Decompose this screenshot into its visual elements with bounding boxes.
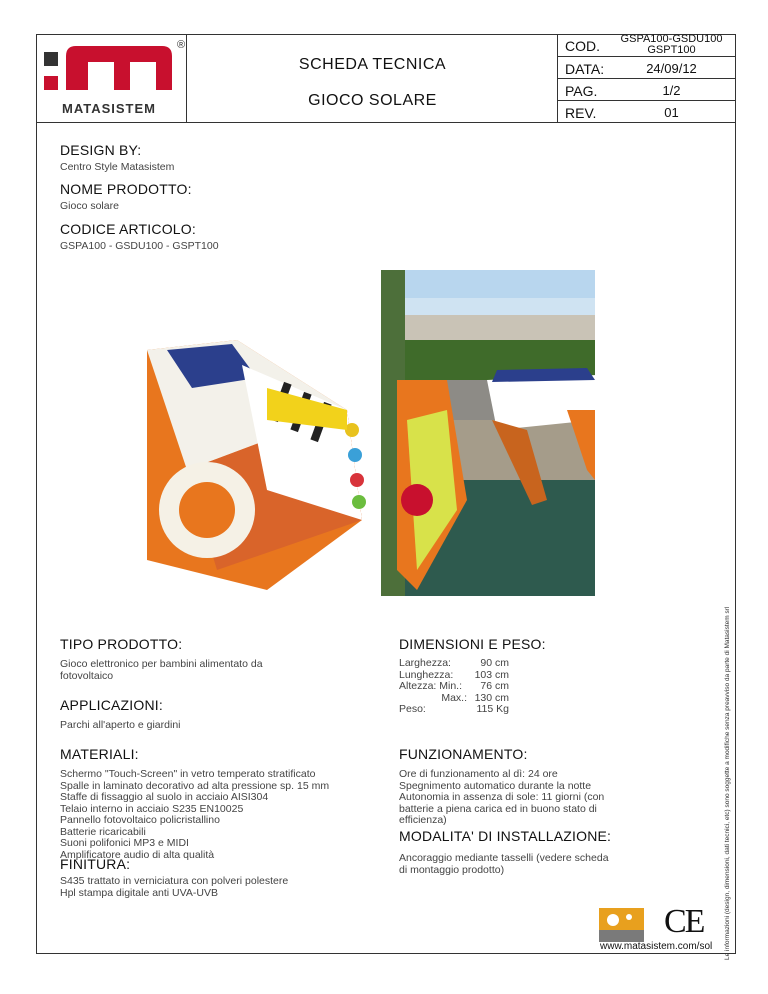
logo-wordmark: MATASISTEM xyxy=(61,101,157,116)
doc-subtitle: GIOCO SOLARE xyxy=(308,92,437,109)
doc-title: SCHEDA TECNICA xyxy=(298,56,447,73)
applications-text: Parchi all'aperto e giardini xyxy=(60,719,181,731)
dimension-value: 103 cm xyxy=(474,668,509,681)
dimension-row xyxy=(399,704,509,716)
finish-text: S435 trattato in verniciatura con polveri polestere Hpl stampa digitale anti UVA-UVB xyxy=(60,875,289,899)
logo-divider xyxy=(186,34,187,122)
cod-value-line2: GSPT100 xyxy=(647,44,696,56)
product-type-text: Gioco elettronico per bambini alimentato da fotovoltaico xyxy=(60,658,263,682)
meta-row-divider xyxy=(557,56,736,57)
installation-text: Ancoraggio mediante tasselli (vedere scheda di montaggio prodotto) xyxy=(399,852,609,876)
product-name-text: Gioco solare xyxy=(60,200,119,212)
data-label: DATA: xyxy=(565,61,605,77)
finish-heading: FINITURA: xyxy=(60,856,131,872)
data-value: 24/09/12 xyxy=(646,61,697,76)
article-code-text: GSPA100 - GSDU100 - GSPT100 xyxy=(60,240,219,252)
dimension-row xyxy=(399,658,509,670)
matasistem-logo xyxy=(44,38,184,122)
rev-label: REV. xyxy=(565,105,597,121)
product-photo xyxy=(147,270,595,596)
website-url[interactable]: www.matasistem.com/sol xyxy=(600,941,713,952)
header-divider xyxy=(36,122,736,123)
dimension-label: Lunghezza: xyxy=(399,668,454,681)
dimensions-heading: DIMENSIONI E PESO: xyxy=(399,636,546,652)
dimension-value: 90 cm xyxy=(480,657,509,669)
dimensions-table xyxy=(399,658,509,716)
installation-heading: MODALITA' DI INSTALLAZIONE: xyxy=(399,828,612,844)
dimension-label: Peso: xyxy=(399,703,426,715)
dimension-value: 115 Kg xyxy=(476,703,509,715)
cod-value-line1: GSPA100-GSDU100 xyxy=(620,33,723,45)
dimension-label: Altezza: Min.: xyxy=(399,680,463,692)
registered-mark: ® xyxy=(177,39,186,51)
pag-label: PAG. xyxy=(565,83,598,99)
rev-value: 01 xyxy=(664,105,679,120)
dimension-value: 130 cm xyxy=(474,691,509,704)
solar-badge-icon xyxy=(599,908,644,942)
dimension-label: Max.: xyxy=(441,691,467,704)
dimension-row xyxy=(399,681,509,693)
product-type-heading: TIPO PRODOTTO: xyxy=(60,636,183,652)
materials-text: Schermo "Touch-Screen" in vetro temperato stratificato Spalle in laminato decorativo ad alta pressione sp. 15 mm Staffe di fissaggio al suolo in acciaio AISI304 Telaio interno in acciaio S235 EN10025 Pannello fotovoltaico policristallino Batterie ricaricabili Suoni polifonici MP3 e MIDI Amplificatore audio di alta qualità xyxy=(60,768,330,861)
applications-heading: APPLICAZIONI: xyxy=(60,697,163,713)
design-heading: DESIGN BY: xyxy=(60,142,142,158)
meta-row-divider xyxy=(557,100,736,101)
dimension-label: Larghezza: xyxy=(399,657,451,669)
meta-row-divider xyxy=(557,78,736,79)
operation-text: Ore di funzionamento al dì: 24 ore Spegnimento automatico durante la notte Autonomia in assenza di sole: 11 giorni (con batterie a piena carica ed in buono stato di efficienza) xyxy=(399,768,605,826)
design-text: Centro Style Matasistem xyxy=(60,161,175,173)
operation-heading: FUNZIONAMENTO: xyxy=(399,746,528,762)
dimension-value: 76 cm xyxy=(480,680,509,692)
ce-mark xyxy=(664,905,716,939)
article-code-heading: CODICE ARTICOLO: xyxy=(60,221,196,237)
disclaimer-side-note: Le informazioni (design, dimensioni, dati tecnici, etc) sono soggette a modifiche senza preavviso da parte di Matasistem srl xyxy=(724,606,731,960)
ce-mark-text: CE xyxy=(664,903,704,940)
cod-label: COD. xyxy=(565,38,600,54)
materials-heading: MATERIALI: xyxy=(60,746,139,762)
product-name-heading: NOME PRODOTTO: xyxy=(60,181,192,197)
pag-value: 1/2 xyxy=(662,83,681,98)
